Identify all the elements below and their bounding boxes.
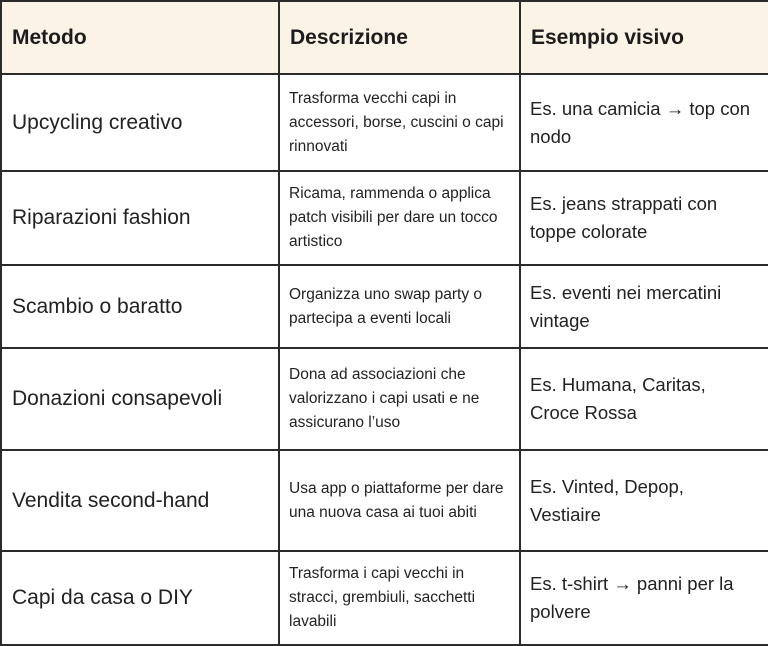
table-row [1, 450, 768, 551]
method-cell: Scambio o baratto [1, 265, 279, 348]
table-row [1, 265, 768, 348]
method-cell: Vendita second-hand [1, 450, 279, 551]
method-cell: Upcycling creativo [1, 74, 279, 171]
example-cell: Es. Humana, Caritas, Croce Rossa [520, 348, 768, 450]
method-cell: Capi da casa o DIY [1, 551, 279, 645]
header-esempio-visivo: Esempio visivo [520, 1, 768, 74]
description-cell: Usa app o piattaforme per dare una nuova casa ai tuoi abiti [279, 450, 520, 551]
description-cell: Dona ad associazioni che valorizzano i capi usati e ne assicurano l’uso [279, 348, 520, 450]
table-row [1, 551, 768, 645]
table-row [1, 171, 768, 265]
example-cell: Es. jeans strappati con toppe colorate [520, 171, 768, 265]
example-cell: Es. Vinted, Depop, Vestiaire [520, 450, 768, 551]
example-cell: Es. eventi nei mercatini vintage [520, 265, 768, 348]
method-cell: Donazioni consapevoli [1, 348, 279, 450]
example-cell: Es. una camicia → top con nodo [520, 74, 768, 171]
example-cell: Es. t-shirt → panni per la polvere [520, 551, 768, 645]
description-cell: Trasforma i capi vecchi in stracci, grembiuli, sacchetti lavabili [279, 551, 520, 645]
header-row [1, 1, 768, 74]
method-cell: Riparazioni fashion [1, 171, 279, 265]
header-descrizione: Descrizione [279, 1, 520, 74]
description-cell: Trasforma vecchi capi in accessori, borse, cuscini o capi rinnovati [279, 74, 520, 171]
header-metodo: Metodo [1, 1, 279, 74]
description-cell: Organizza uno swap party o partecipa a eventi locali [279, 265, 520, 348]
description-cell: Ricama, rammenda o applica patch visibili per dare un tocco artistico [279, 171, 520, 265]
table-row [1, 348, 768, 450]
table-row [1, 74, 768, 171]
